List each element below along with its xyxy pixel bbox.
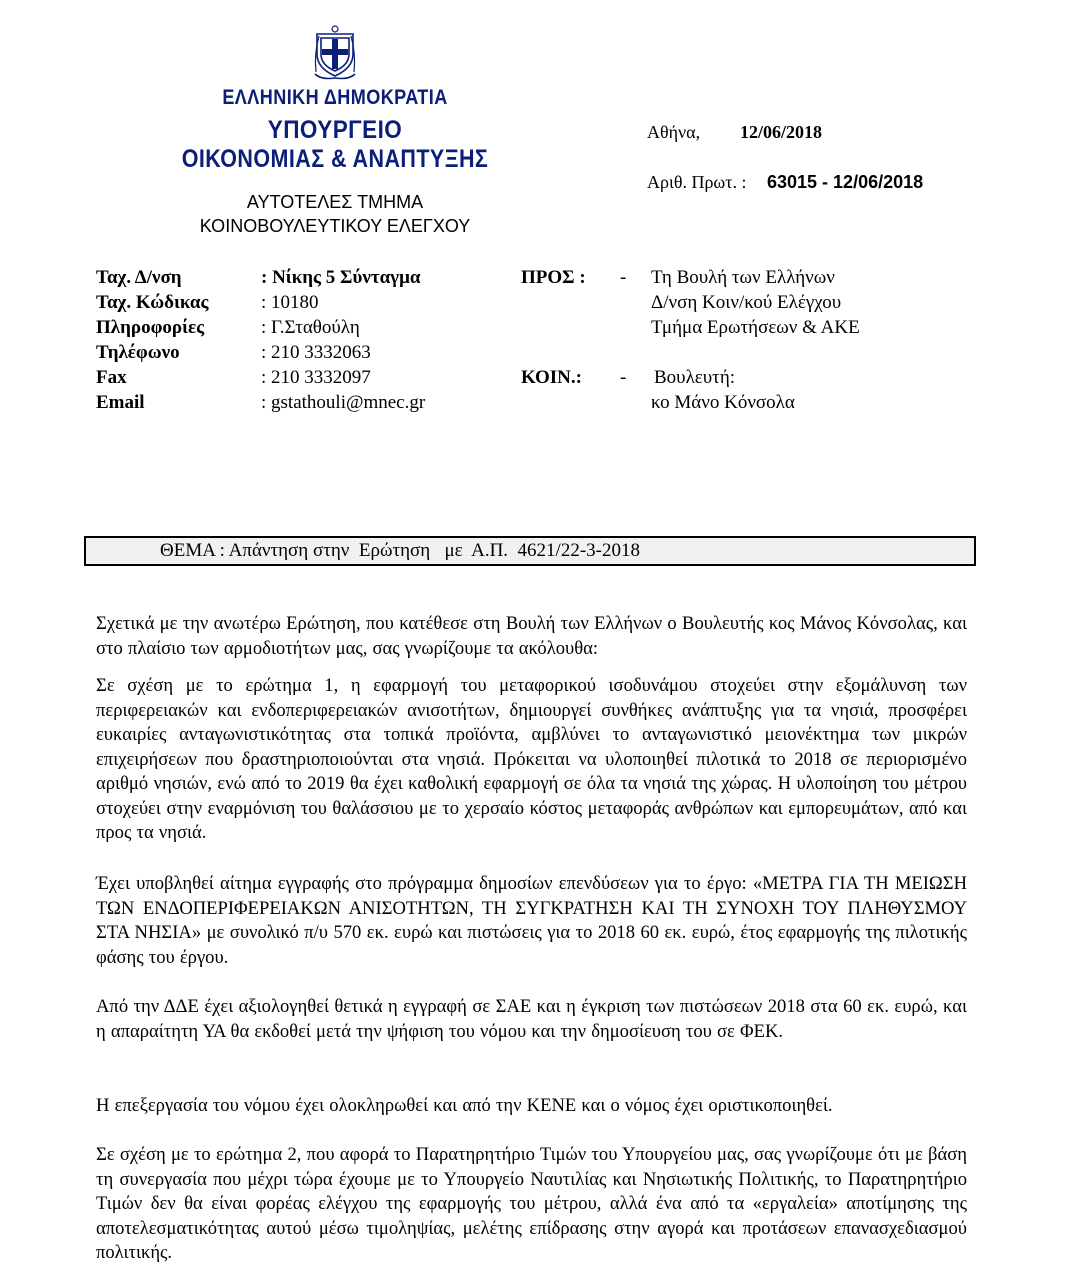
body-paragraph: Από την ΔΔΕ έχει αξιολογηθεί θετικά η εγγραφή σε ΣΑΕ και η έγκριση των πιστώσεων 2018 στα 60 εκ. ευρώ, και η απαραίτητη ΥΑ θα εκδοθεί μετά την ψήφιση του νόμου και την δημοσίευση του σε ΦΕΚ. [96,996,967,1042]
document-date: 12/06/2018 [740,122,823,142]
protocol-number: 63015 - 12/06/2018 [767,172,924,192]
postcode-label: Ταχ. Κώδικας [96,292,209,313]
department-line1: ΑΥΤΟΤΕΛΕΣ ΤΜΗΜΑ [246,192,424,212]
body-paragraph: Η επεξεργασία του νόμου έχει ολοκληρωθεί και από την ΚΕΝΕ και ο νόμος έχει οριστικοποιηθεί. [96,1095,833,1116]
republic-title: ΕΛΛΗΝΙΚΗ ΔΗΜΟΚΡΑΤΙΑ [222,86,448,109]
to-label: ΠΡΟΣ : [521,267,586,288]
to-line: Τη Βουλή των Ελλήνων [651,267,835,288]
phone-label: Τηλέφωνο [96,342,180,363]
cc-line: κο Μάνο Κόνσολα [651,392,795,413]
postcode-value: : 10180 [261,292,319,313]
email-label: Email [96,392,145,413]
cc-line: Βουλευτή: [654,367,736,388]
info-value: : Γ.Σταθούλη [261,317,360,338]
phone-value: : 210 3332063 [261,342,371,363]
ministry-title-line1: ΥΠΟΥΡΓΕΙΟ [267,116,403,144]
body-paragraph: Σχετικά με την ανωτέρω Ερώτηση, που κατέθεσε στη Βουλή των Ελλήνων ο Βουλευτής κος Μάνος Κόνσολας, και στο πλαίσιο των αρμοδιοτήτων μας, σας γνωρίζουμε τα ακόλουθα: [96,613,967,659]
body-paragraph: Έχει υποβληθεί αίτημα εγγραφής στο πρόγραμμα δημοσίων επενδύσεων για το έργο: «ΜΕΤΡΑ ΓΙΑ ΤΗ ΜΕΙΩΣΗ ΤΩΝ ΕΝΔΟΠΕΡΙΦΕΡΕΙΑΚΩΝ ΑΝΙΣΟΤΗΤΩΝ, ΤΗ ΣΥΓΚΡΑΤΗΣΗ ΚΑΙ ΤΗ ΣΥΝΟΧΗ ΤΟΥ ΠΛΗΘΥΣΜΟΥ ΣΤΑ ΝΗΣΙΑ» με συνολικό π/υ 570 εκ. ευρώ και πιστώσεις για το 2018 60 εκ. ευρώ, έτος εφαρμογής της πιλοτικής φάσης του έργου. [96,873,967,968]
department-line2: ΚΟΙΝΟΒΟΥΛΕΥΤΙΚΟΥ ΕΛΕΓΧΟΥ [199,216,471,236]
fax-value: : 210 3332097 [261,367,371,388]
city: Αθήνα, [647,122,701,142]
ministry-title-line2: ΟΙΚΟΝΟΜΙΑΣ & ΑΝΑΠΤΥΞΗΣ [181,145,489,173]
to-dash: - [620,267,627,288]
info-label: Πληροφορίες [96,317,205,338]
address-value: : Νίκης 5 Σύνταγμα [261,267,421,288]
cc-dash: - [620,367,627,388]
protocol-label: Αριθ. Πρωτ. : [647,172,747,192]
body-paragraph: Σε σχέση με το ερώτημα 2, που αφορά το Παρατηρητήριο Τιμών του Υπουργείου μας, σας γνωρίζουμε ότι με βάση τη συνεργασία που μέχρι τώρα έχουμε με το Υπουργείο Ναυτιλίας και Νησιωτικής Πολιτικής, το Παρατηρητήριο Τιμών δεν θα είναι φορέας ελέγχου της εφαρμογής του μέτρου, αλλά ένα από τα «εργαλεία» αποτίμησης της αποτελεσματικότητας αυτού μέσω τιμοληψίας, μελέτης επίδρασης στην αγορά και προτάσεων επανασχεδιασμού πολιτικής. [96,1144,967,1263]
email-value: : gstathouli@mnec.gr [261,392,426,413]
body-paragraph: Σε σχέση με το ερώτημα 1, η εφαρμογή του μεταφορικού ισοδυνάμου στοχεύει στην εξομάλυνση των περιφερειακών και ενδοπεριφερειακών ανισοτήτων, δημιουργεί συνθήκες ανάπτυξης για τα νησιά, προσφέρει ευκαιρίες ανταγωνιστικότητας στα τοπικά προϊόντα, αμβλύνει το ανταγωνιστικό μειονέκτημα των μικρών επιχειρήσεων που δραστηριοποιούνται στα νησιά. Πρόκειται να υλοποιηθεί πιλοτικά το 2018 σε περιορισμένο αριθμό νησιών, ενώ από το 2019 θα έχει καθολική εφαρμογή σε όλα τα νησιά της χώρας. Η υλοποίηση του μέτρου στοχεύει στην εναρμόνιση του θαλάσσιου με το χερσαίο κόστος μεταφοράς ανθρώπων και εμπορευμάτων, από και προς τα νησιά. [96,675,967,843]
to-line: Τμήμα Ερωτήσεων & ΑΚΕ [651,317,860,338]
fax-label: Fax [96,367,127,388]
greek-coat-of-arms-icon [313,24,357,80]
to-line: Δ/νση Κοιν/κού Ελέγχου [651,292,842,313]
cc-label: ΚΟΙΝ.: [521,367,582,388]
address-label: Ταχ. Δ/νση [96,267,182,288]
subject-line: ΘΕΜΑ : Απάντηση στην Ερώτηση με Α.Π. 4621/22-3-2018 [160,540,640,561]
